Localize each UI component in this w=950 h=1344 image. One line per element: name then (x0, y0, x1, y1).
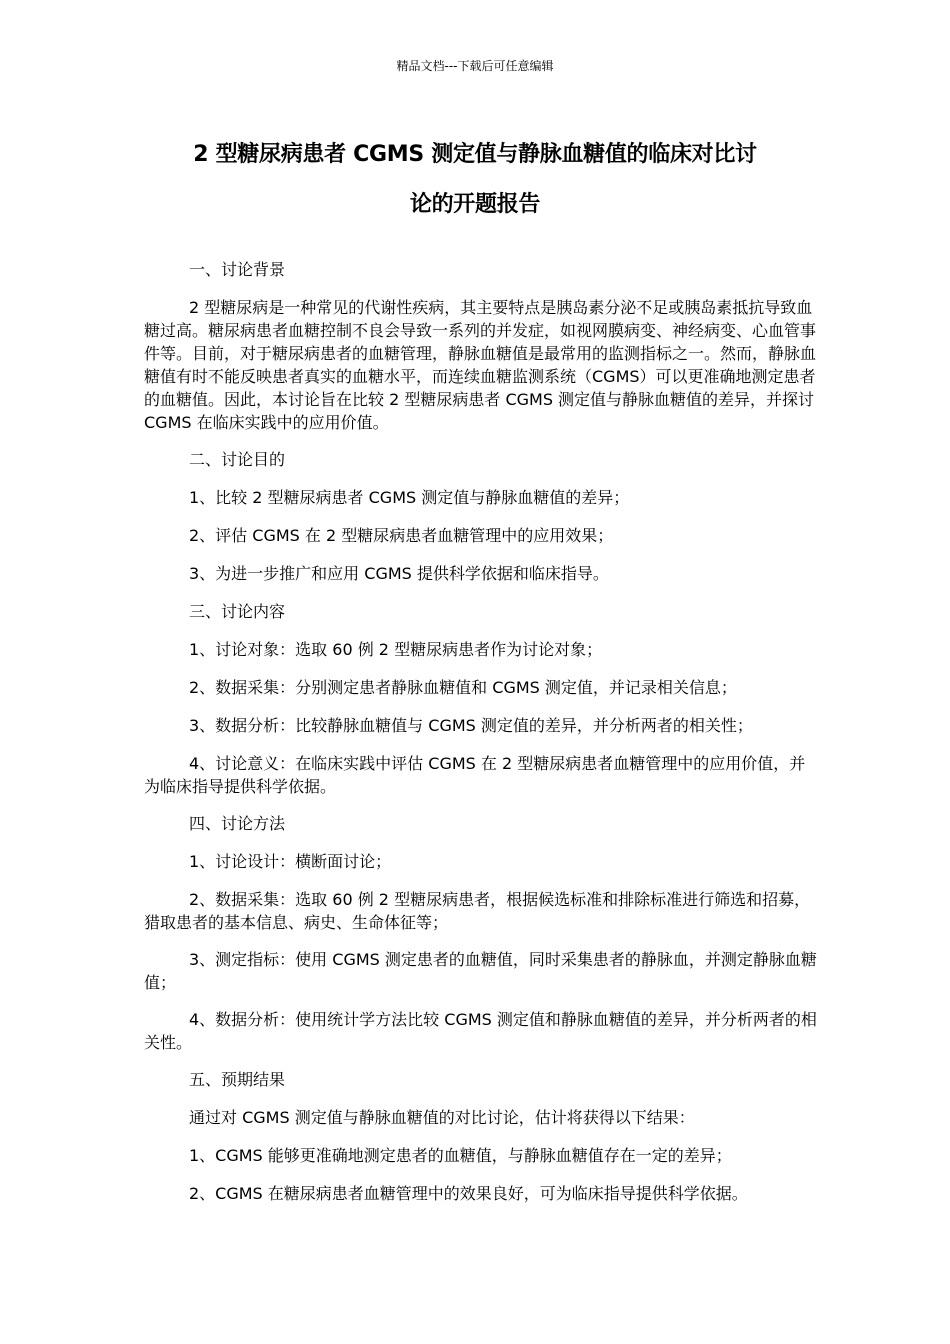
section-heading-background: 一、讨论背景 (189, 260, 286, 279)
background-paragraph: 2 型糖尿病是一种常见的代谢性疾病，其主要特点是胰岛素分泌不足或胰岛素抵抗导致血糖过高。糖尿病患者血糖控制不良会导致一系列的并发症，如视网膜病变、神经病变、心血管事件等。目前，对于糖尿病患者的血糖管理，静脉血糖值是最常用的监测指标之一。然而，静脉血糖值有时不能反映患者真实的血糖水平，而连续血糖监测系统（CGMS）可以更准确地测定患者的血糖值。因此，本讨论旨在比较 2 型糖尿病患者 CGMS 测定值与静脉血糖值的差异，并探讨 CGMS 在临床实践中的应用价值。 (144, 298, 817, 432)
section-heading-content: 三、讨论内容 (189, 602, 286, 621)
purpose-item-2: 2、评估 CGMS 在 2 型糖尿病患者血糖管理中的应用效果； (189, 526, 614, 545)
content-item-2: 2、数据采集：分别测定患者静脉血糖值和 CGMS 测定值，并记录相关信息； (189, 678, 737, 697)
content-item-3: 3、数据分析：比较静脉血糖值与 CGMS 测定值的差异，并分析两者的相关性； (189, 716, 753, 735)
section-heading-results: 五、预期结果 (189, 1070, 286, 1089)
document-title-line-1: 2 型糖尿病患者 CGMS 测定值与静脉血糖值的临床对比讨 (193, 142, 757, 167)
results-item-1: 1、CGMS 能够更准确地测定患者的血糖值，与静脉血糖值存在一定的差异； (189, 1146, 732, 1165)
document-body (144, 258, 820, 1220)
method-item-3: 3、测定指标：使用 CGMS 测定患者的血糖值，同时采集患者的静脉血，并测定静脉血糖值； (144, 950, 817, 992)
method-item-1: 1、讨论设计：横断面讨论； (189, 852, 392, 871)
section-heading-method: 四、讨论方法 (189, 814, 286, 833)
purpose-item-3: 3、为进一步推广和应用 CGMS 提供科学依据和临床指导。 (189, 564, 609, 583)
results-item-2: 2、CGMS 在糖尿病患者血糖管理中的效果良好，可为临床指导提供科学依据。 (189, 1184, 748, 1203)
content-item-1: 1、讨论对象：选取 60 例 2 型糖尿病患者作为讨论对象； (189, 640, 603, 659)
section-heading-purpose: 二、讨论目的 (189, 450, 286, 469)
method-item-4: 4、数据分析：使用统计学方法比较 CGMS 测定值和静脉血糖值的差异，并分析两者的相关性。 (144, 1010, 817, 1052)
content-item-4: 4、讨论意义：在临床实践中评估 CGMS 在 2 型糖尿病患者血糖管理中的应用价值，并为临床指导提供科学依据。 (144, 754, 806, 796)
results-intro: 通过对 CGMS 测定值与静脉血糖值的对比讨论，估计将获得以下结果： (189, 1108, 695, 1127)
document-title-line-2: 论的开题报告 (409, 192, 541, 217)
header-watermark: 精品文档---下载后可任意编辑 (396, 59, 554, 73)
purpose-item-1: 1、比较 2 型糖尿病患者 CGMS 测定值与静脉血糖值的差异； (189, 488, 630, 507)
method-item-2: 2、数据采集：选取 60 例 2 型糖尿病患者，根据候选标准和排除标准进行筛选和招募，猎取患者的基本信息、病史、生命体征等； (144, 890, 811, 932)
